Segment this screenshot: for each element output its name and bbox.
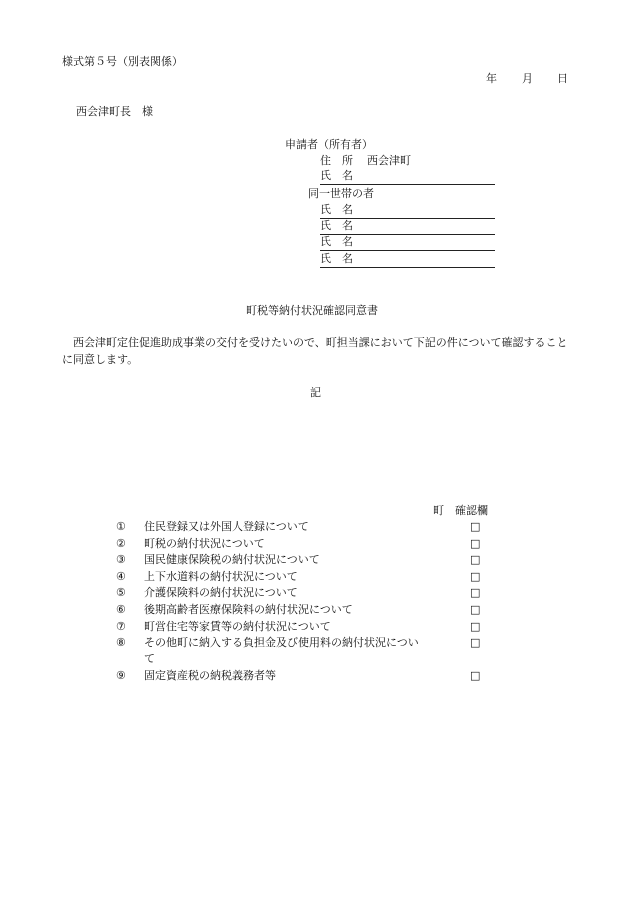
household-name-label: 氏 名 bbox=[320, 252, 353, 265]
item-number: ① bbox=[116, 520, 126, 533]
checkbox[interactable]: □ bbox=[470, 669, 481, 683]
item-text: 町営住宅等家賃等の納付状況について bbox=[144, 619, 331, 633]
checkbox[interactable]: □ bbox=[470, 520, 481, 533]
address-label: 住 所 bbox=[320, 154, 353, 167]
checkbox[interactable]: □ bbox=[470, 619, 481, 633]
ki-heading: 記 bbox=[310, 386, 321, 399]
list-item bbox=[116, 668, 496, 685]
address-value: 西会津町 bbox=[367, 154, 411, 167]
household-name-label: 氏 名 bbox=[320, 203, 353, 216]
checkbox[interactable]: □ bbox=[470, 636, 481, 650]
list-item bbox=[116, 569, 496, 586]
date-day: 日 bbox=[557, 72, 568, 85]
list-item bbox=[116, 536, 496, 553]
item-text: 国民健康保険税の納付状況について bbox=[144, 553, 320, 567]
household-name-field-3[interactable] bbox=[320, 234, 495, 251]
consent-body: 西会津町定住促進助成事業の交付を受けたいので、町担当課において下記の件について確認することに同意します。 bbox=[62, 336, 568, 366]
form-number: 様式第５号（別表関係） bbox=[62, 55, 183, 68]
check-item-list bbox=[116, 519, 496, 685]
checkbox[interactable]: □ bbox=[470, 602, 481, 616]
household-name-field-1[interactable] bbox=[320, 202, 495, 219]
item-text: 町税の納付状況について bbox=[144, 536, 265, 550]
item-text: 後期高齢者医療保険料の納付状況について bbox=[144, 602, 353, 616]
applicant-name-label: 氏 名 bbox=[320, 169, 353, 182]
checkbox[interactable]: □ bbox=[470, 569, 481, 583]
check-column-header: 町 確認欄 bbox=[433, 504, 488, 517]
item-number: ⑦ bbox=[116, 619, 126, 633]
household-name-label: 氏 名 bbox=[320, 235, 353, 248]
checkbox[interactable]: □ bbox=[470, 536, 481, 550]
list-item bbox=[116, 602, 496, 619]
item-text: 上下水道料の納付状況について bbox=[144, 569, 298, 583]
checkbox[interactable]: □ bbox=[470, 553, 481, 567]
item-number: ⑥ bbox=[116, 602, 126, 616]
list-item bbox=[116, 619, 496, 636]
item-text: 住民登録又は外国人登録について bbox=[144, 520, 309, 533]
item-number: ③ bbox=[116, 553, 126, 567]
household-name-label: 氏 名 bbox=[320, 219, 353, 232]
applicant-name-field[interactable] bbox=[320, 168, 495, 185]
item-text: 介護保険料の納付状況について bbox=[144, 586, 298, 600]
list-item bbox=[116, 519, 496, 536]
list-item bbox=[116, 635, 496, 668]
item-number: ⑧ bbox=[116, 636, 126, 650]
item-text: その他町に納入する負担金及び使用料の納付状況について bbox=[144, 636, 419, 666]
item-number: ⑨ bbox=[116, 669, 126, 683]
item-number: ② bbox=[116, 536, 126, 550]
applicant-heading: 申請者（所有者） bbox=[285, 138, 373, 151]
household-name-field-4[interactable] bbox=[320, 251, 495, 268]
item-number: ④ bbox=[116, 569, 126, 583]
checkbox[interactable]: □ bbox=[470, 586, 481, 600]
household-name-field-2[interactable] bbox=[320, 218, 495, 235]
document-title: 町税等納付状況確認同意書 bbox=[246, 304, 378, 317]
household-heading: 同一世帯の者 bbox=[308, 187, 374, 200]
recipient: 西会津町長 様 bbox=[76, 105, 153, 118]
list-item bbox=[116, 552, 496, 569]
item-number: ⑤ bbox=[116, 586, 126, 600]
date-year: 年 bbox=[486, 72, 497, 85]
item-text: 固定資産税の納税義務者等 bbox=[144, 669, 276, 683]
list-item bbox=[116, 585, 496, 602]
date-month: 月 bbox=[522, 72, 533, 85]
